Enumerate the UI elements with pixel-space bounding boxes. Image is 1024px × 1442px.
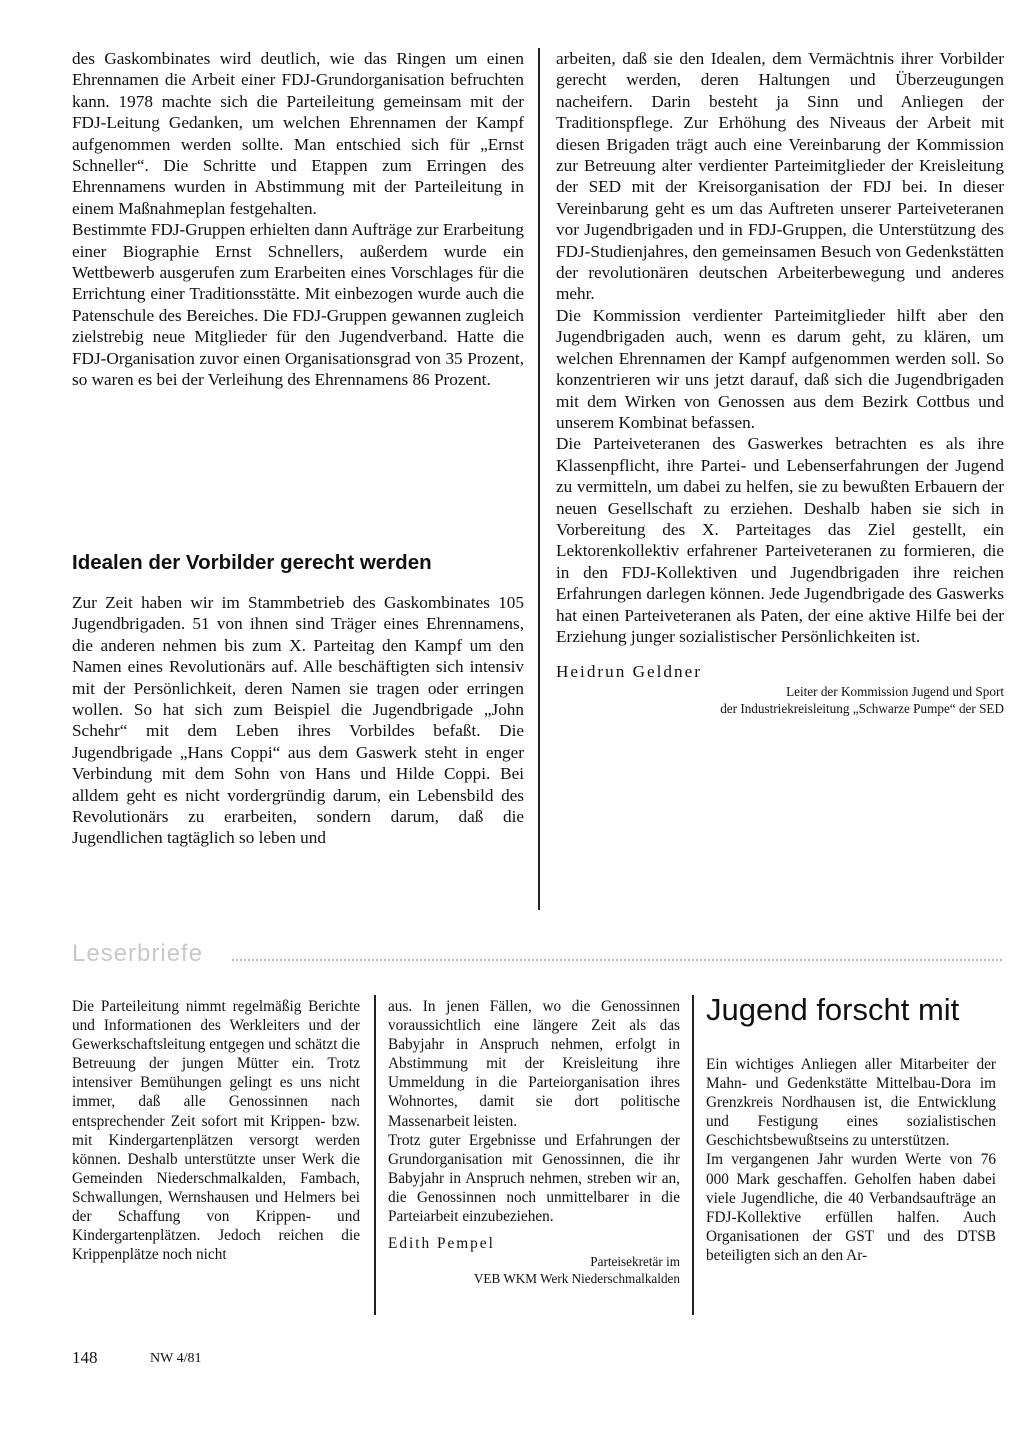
- author-name: Edith Pempel: [388, 1235, 495, 1253]
- paragraph: Bestimmte FDJ-Gruppen erhielten dann Aufträge zur Erarbeitung einer Biographie Ernst Schnellers, außerdem wurde ein Wettbewerb ausgerufen zum Erarbeiten eines Vorschlages für die Errichtung einer Traditionsstätte. Mit einbezogen wurde auch die Patenschule des Bereiches. Die FDJ-Gruppen gewannen zugleich zielstrebig neue Mitglieder für den Jugendverband. Hatte die FDJ-Organisation zuvor einen Organisationsgrad von 35 Prozent, so waren es bei der Verleihung des Ehrennamens 86 Prozent.: [72, 220, 524, 390]
- column-divider: [692, 995, 694, 1315]
- paragraph: Ein wichtiges Anliegen aller Mitarbeiter der Mahn- und Gedenkstätte Mittelbau-Dora im Grenzkreis Nordhausen ist, die Entwicklung und Festigung eines sozialistischen Geschichtsbewußtseins zu unterstützen.: [706, 1056, 996, 1150]
- section-label: Leserbriefe: [72, 940, 204, 967]
- column-divider: [374, 995, 376, 1315]
- paragraph: arbeiten, daß sie den Idealen, dem Vermächtnis ihrer Vorbilder gerecht werden, deren Haltungen und Überzeugungen nacheifern. Darin besteht ja Sinn und Anliegen der Traditionspflege. Zur Erhöhung des Niveaus der Arbeit mit diesen Brigaden trägt auch eine Vereinbarung der Kommission zur Betreuung alter verdienter Parteimitglieder der Kreisleitung der SED mit der Kreisorganisation der FDJ bei. In dieser Vereinbarung geht es um das Auftreten unserer Parteiveteranen vor Jugendbrigaden und in FDJ-Gruppen, die Unterstützung des FDJ-Studienjahres, den gemeinsamen Besuch von Gedenkstätten der revolutionären deutschen Arbeiterbewegung und anderes mehr.: [556, 49, 1004, 304]
- author-name: Heidrun Geldner: [556, 662, 702, 682]
- article-column-left-lower: [72, 592, 524, 849]
- paragraph: Im vergangenen Jahr wurden Werte von 76 000 Mark geschaffen. Geholfen haben dabei viele Jugendliche, die 40 Verbandsaufträge an FDJ-Kollektive erfüllen halfen. Auch Organisationen der GST und des DTSB beteiligten sich an den Ar-: [706, 1151, 996, 1264]
- column-divider: [538, 48, 540, 910]
- paragraph: Die Kommission verdienter Parteimitglieder hilft aber den Jugendbrigaden auch, wenn es darum geht, zu klären, um welchen Ehrennamen der Kampf aufgenommen werden soll. So konzentrieren wir uns jetzt darauf, daß sich die Jugendbrigaden mit dem Wirken von Genossen aus dem Bezirk Cottbus und unserem Kombinat befassen.: [556, 305, 1004, 432]
- section-heading: Idealen der Vorbilder gerecht werden: [72, 551, 432, 574]
- article-column-right: [556, 48, 1004, 717]
- paragraph: Die Parteiveteranen des Gaswerkes betrachten es als ihre Klassenpflicht, ihre Partei- und Lebenserfahrungen der Jugend zu vermitteln, um dabei zu helfen, sie zu bewußten Erbauern der neuen Gesellschaft zu erziehen. Deshalb haben sie sich in Vorbereitung des X. Parteitages das Ziel gestellt, ein Lektorenkollektiv erfahrener Parteiveteranen zu formieren, die in den FDJ-Kollektiven und Jugendbrigaden ihre reichen Erfahrungen darlegen können. Jede Jugendbrigade des Gaswerks hat einen Parteiveteranen als Paten, der eine aktive Hilfe bei der Erziehung junger sozialistischer Persönlichkeiten ist.: [556, 434, 1004, 646]
- letter-column-1: [72, 997, 360, 1264]
- article-column-3: [706, 1055, 996, 1265]
- section-dotted-rule: [232, 959, 1002, 961]
- paragraph: Zur Zeit haben wir im Stammbetrieb des Gaskombinates 105 Jugendbrigaden. 51 von ihnen sind Träger eines Ehrennamens, die anderen nehmen bis zum X. Parteitag den Kampf um den Namen eines Revolutionärs auf. Alle beschäftigten sich intensiv mit der Persönlichkeit, deren Namen sie tragen oder erringen wollen. So hat sich zum Beispiel die Jugendbrigade „John Schehr“ mit dem Leben ihres Vorbildes befaßt. Die Jugendbrigade „Hans Coppi“ aus dem Gaswerk steht in enger Verbindung mit dem Sohn von Hans und Hilde Coppi. Bei alldem geht es nicht vordergründig darum, ein Lebensbild des Revolutionärs zu erarbeiten, sondern darum, daß die Jugendlichen tagtäglich so leben und: [72, 593, 524, 848]
- author-role: Leiter der Kommission Jugend und Sport: [786, 683, 1004, 699]
- paragraph: Trotz guter Ergebnisse und Erfahrungen der Grundorganisation mit Genossinnen, die ihr Babyjahr in Anspruch nehmen, streben wir an, die Genossinnen noch unmittelbarer in die Parteiarbeit einzubeziehen.: [388, 1131, 680, 1226]
- article-title: Jugend forscht mit: [706, 992, 960, 1027]
- issue-label: NW 4/81: [150, 1351, 202, 1366]
- article-column-left: [72, 48, 524, 391]
- page-number: 148: [72, 1348, 98, 1367]
- paragraph: aus. In jenen Fällen, wo die Genossinnen voraussichtlich eine längere Zeit als das Babyjahr in Anspruch nehmen, erfolgt in Abstimmung mit der Kreisleitung ihre Ummeldung in die Parteiorganisation ihres Wohnortes, damit sie dort politische Massenarbeit leisten.: [388, 998, 680, 1130]
- author-role: Parteisekretär im: [590, 1254, 680, 1270]
- paragraph: des Gaskombinates wird deutlich, wie das Ringen um einen Ehrennamen die Arbeit einer FDJ-Grundorganisation befruchten kann. 1978 machte sich die Parteileitung gemeinsam mit der FDJ-Leitung Gedanken, um welchen Ehrennamen der Kampf aufgenommen werden sollte. Man entschied sich für „Ernst Schneller“. Die Schritte und Etappen zum Erringen des Ehrennamens wurden in Abstimmung mit der Parteileitung in einem Maßnahmeplan festgehalten.: [72, 49, 524, 218]
- author-role: VEB WKM Werk Niederschmalkalden: [473, 1271, 680, 1287]
- letter-column-2: [388, 997, 680, 1287]
- author-role: der Industriekreisleitung „Schwarze Pumpe“ der SED: [720, 700, 1004, 716]
- paragraph: Die Parteileitung nimmt regelmäßig Berichte und Informationen des Werkleiters und der Gewerkschaftsleitung entgegen und schätzt die Betreuung der jungen Mütter ein. Trotz intensiver Bemühungen gelingt es uns nicht immer, daß alle Genossinnen nach entsprechender Zeit sofort mit Krippen- bzw. mit Kindergartenplätzen versorgt werden können. Deshalb unterstützte unser Werk die Gemeinden Niederschmalkalden, Fambach, Schwallungen, Wernshausen und Helmers bei der Schaffung von Krippen- und Kindergartenplätzen. Jedoch reichen die Krippenplätze noch nicht: [72, 998, 360, 1264]
